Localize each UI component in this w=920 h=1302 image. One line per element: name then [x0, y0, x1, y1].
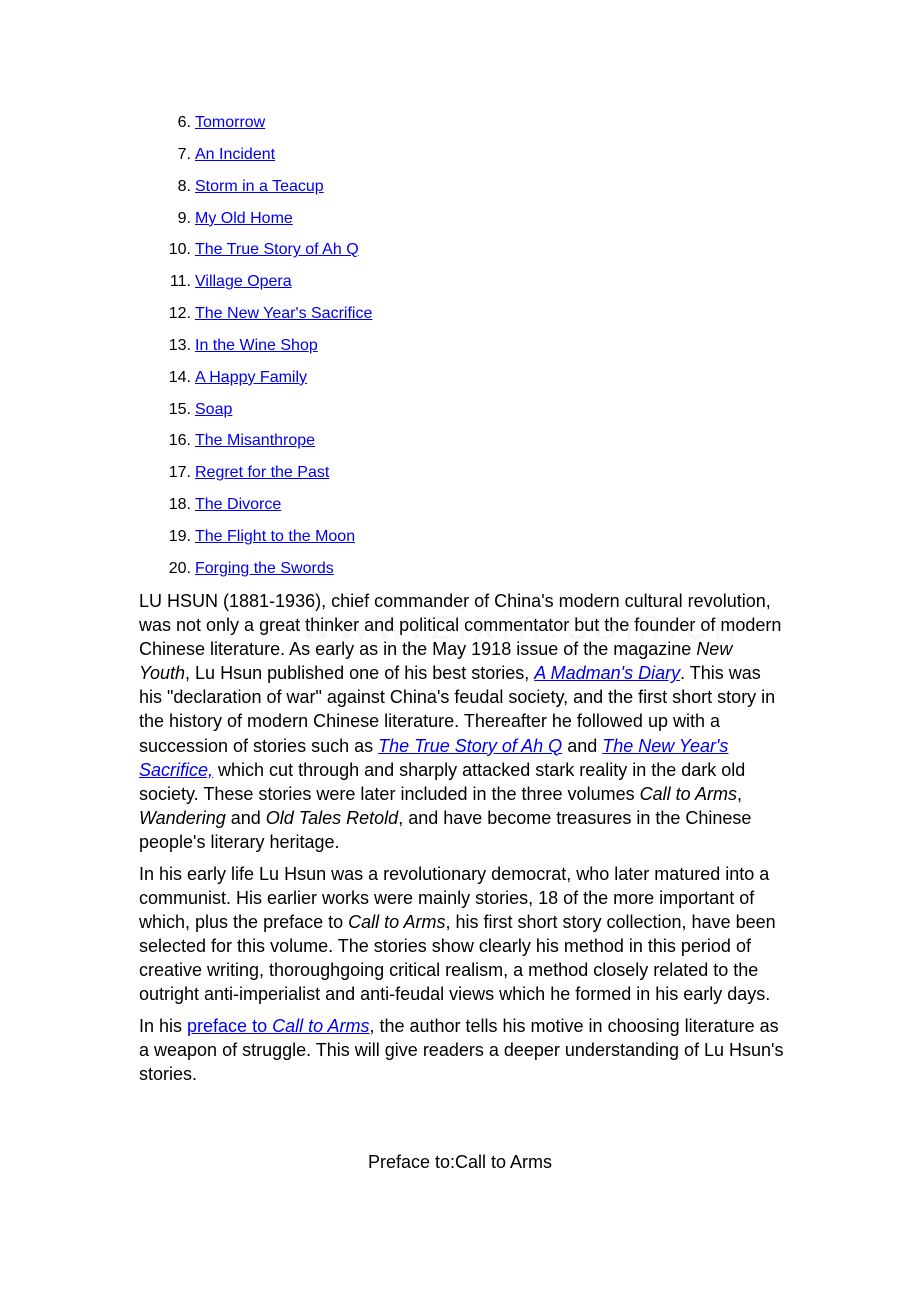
text-run: In his early life Lu Hsun was a revolutionary democrat, who later matured into a communist. His earlier works were mainly stories, 18 of the more important of which, plus the preface to [139, 863, 770, 932]
toc-item-number: 11. [169, 273, 191, 291]
book-title: Wandering [139, 807, 226, 828]
toc-item-link[interactable]: An Incident [195, 145, 276, 163]
text-run: which cut through and sharply attacked stark reality in the dark old society. These stories were later included in the three volumes [139, 759, 746, 804]
toc-item-number: 17. [168, 464, 191, 482]
toc-item-link[interactable]: Storm in a Teacup [195, 177, 324, 195]
toc-item-number: 9. [177, 209, 191, 227]
paragraph-intro [139, 589, 784, 854]
toc-item-link[interactable]: The Divorce [195, 496, 282, 514]
toc-item-link[interactable]: Regret for the Past [195, 464, 330, 482]
text-run: LU HSUN (1881-1936), chief commander of China's modern cultural revolution, was not only a great thinker and political commentator but the founder of modern Chinese literature. As early as in the May 1918 issue of the magazine [139, 591, 782, 660]
link-true-story-of-ah-q[interactable]: The True Story of Ah Q [378, 735, 563, 756]
toc-item-number: 8. [177, 177, 191, 195]
toc-item-link[interactable]: The Misanthrope [195, 432, 316, 450]
toc-item-link[interactable]: My Old Home [195, 209, 293, 227]
toc-item-number: 7. [177, 145, 191, 163]
toc-item-link[interactable]: A Happy Family [195, 368, 308, 386]
toc-item-number: 6. [177, 114, 191, 131]
toc-item-link[interactable]: Soap [195, 400, 233, 418]
toc-item-link[interactable]: The True Story of Ah Q [195, 241, 359, 259]
text-run: , his first short story collection, have been selected for this volume. The stories show clearly his method in this period of creative writing, thoroughgoing critical realism, a method closely related to the outright anti-imperialist and anti-feudal views which he formed in his early days. [139, 911, 776, 1004]
toc-item-link[interactable]: The New Year's Sacrifice [195, 305, 373, 323]
magazine-title: New Youth [139, 639, 733, 684]
toc-item-link[interactable]: Tomorrow [195, 114, 266, 131]
toc-item-link[interactable]: Village Opera [195, 273, 292, 291]
text-run: . This was his "declaration of war" against China's feudal society, and the first short story in the history of modern Chinese literature. Thereafter he followed up with a succession of stories such as [139, 663, 776, 756]
book-title: Call to Arms [639, 783, 737, 804]
toc-item-link[interactable]: The Flight to the Moon [195, 527, 356, 545]
toc-item-number: 14. [168, 368, 191, 386]
toc-item-number: 16. [168, 432, 191, 450]
link-madmans-diary[interactable]: A Madman's Diary [534, 663, 681, 684]
intro-text [139, 589, 784, 1093]
toc-item-link[interactable]: Forging the Swords [195, 559, 334, 577]
toc-item-number: 20. [168, 559, 191, 577]
toc-item-number: 12. [168, 305, 191, 323]
book-title: Old Tales Retold [265, 807, 399, 828]
toc-item-link[interactable]: In the Wine Shop [195, 336, 318, 354]
toc-item-number: 19. [168, 527, 191, 545]
section-heading: Preface to:Call to Arms [367, 1152, 553, 1172]
text-run: , [736, 783, 742, 804]
text-run: , and have become treasures in the Chinese people's literary heritage. [139, 807, 752, 852]
toc-item-number: 18. [168, 496, 191, 514]
text-run: In his [139, 1015, 188, 1036]
book-title: Call to Arms [348, 911, 446, 932]
text-run: and [225, 807, 266, 828]
text-run: , the author tells his motive in choosing literature as a weapon of struggle. This will give readers a deeper understanding of Lu Hsun's stories. [139, 1015, 784, 1084]
link-preface-call-to-arms[interactable]: preface to Call to Arms [187, 1015, 370, 1036]
link-new-years-sacrifice[interactable]: The New Year's Sacrifice, [139, 735, 729, 780]
toc-item-number: 13. [168, 336, 191, 354]
toc-item-number: 10. [168, 241, 191, 259]
text-run: and [562, 735, 603, 756]
text-run: , Lu Hsun published one of his best stories, [185, 663, 535, 684]
toc-item-number: 15. [168, 400, 191, 418]
paragraph-preface-note [139, 1014, 784, 1086]
paragraph-early-life [139, 862, 784, 1007]
